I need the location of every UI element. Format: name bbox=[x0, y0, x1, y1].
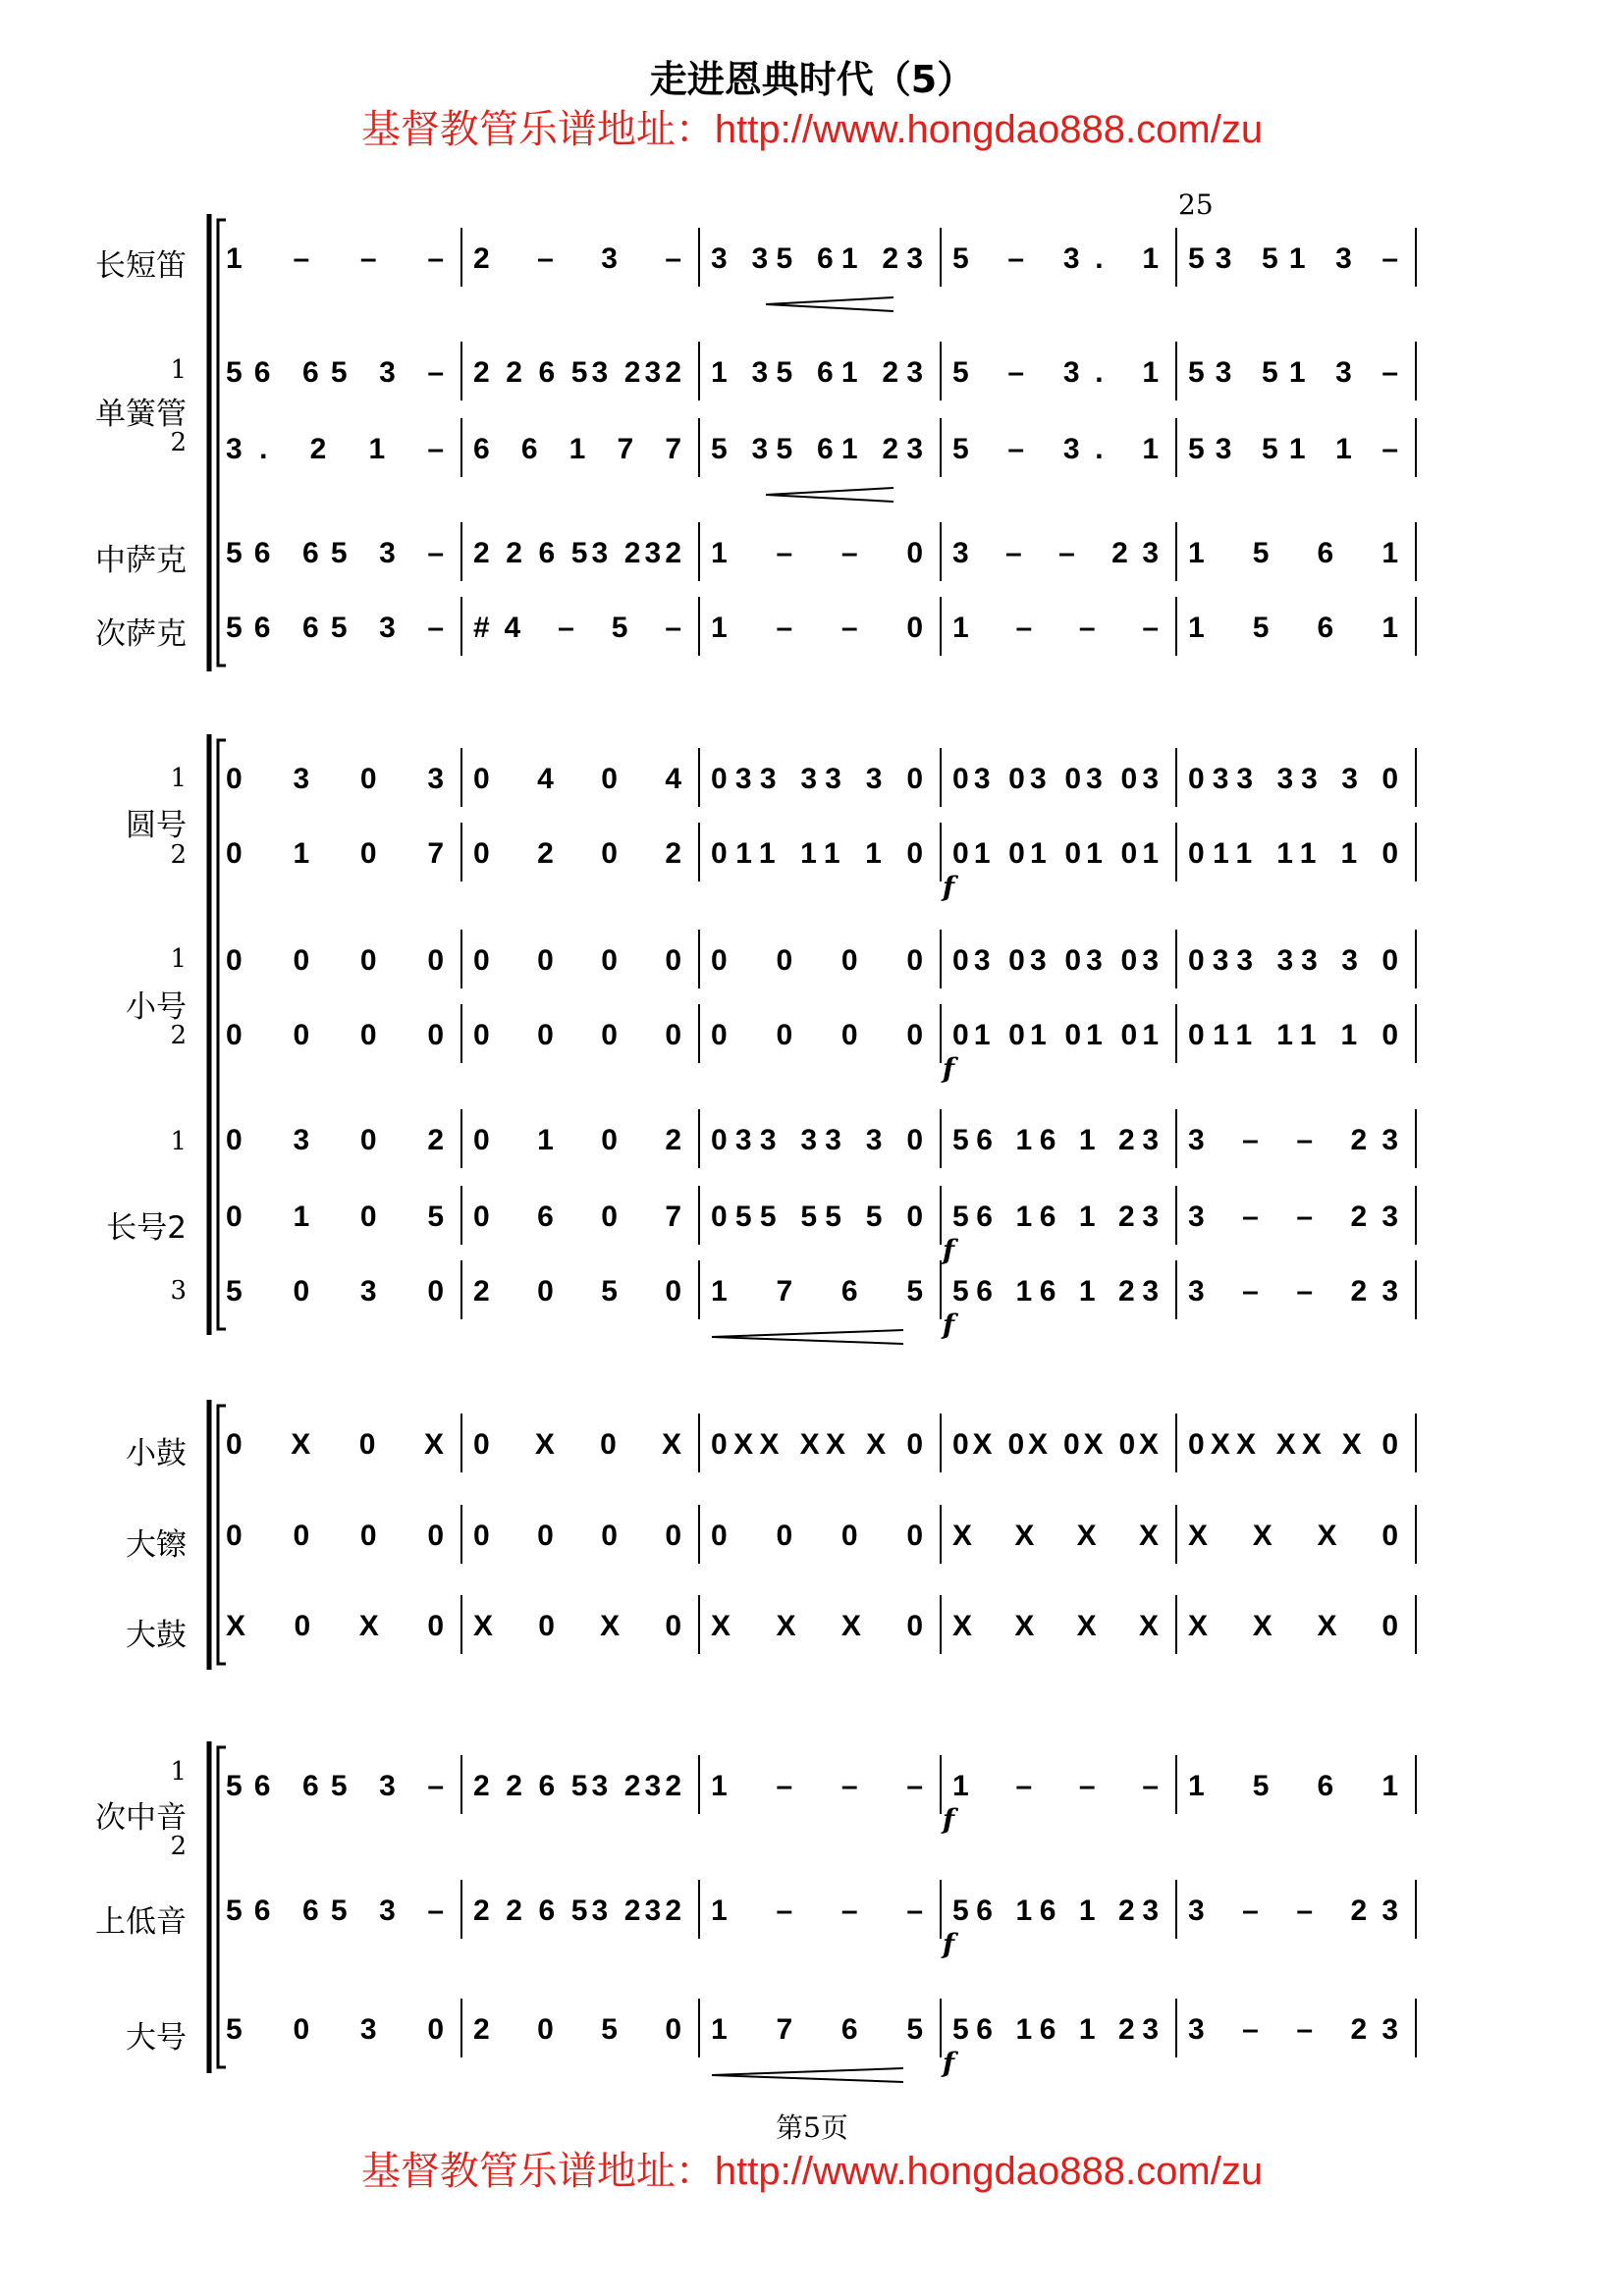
measure-notes: 1 – – – bbox=[711, 1895, 923, 1927]
measure-notes: 0 0 0 0 bbox=[473, 1520, 681, 1552]
measure-notes: 0 0 0 0 bbox=[473, 1019, 681, 1051]
measure-notes: 03 03 03 03 bbox=[952, 763, 1159, 795]
measure-notes: 53 51 3 – bbox=[1188, 356, 1398, 389]
dynamic-forte: f bbox=[943, 1052, 955, 1085]
measure-notes: 1 – – – bbox=[952, 612, 1159, 644]
measure-notes: 033 33 3 0 bbox=[711, 1124, 923, 1156]
page-number: 第5页 bbox=[776, 2111, 848, 2144]
measure-notes: 0 6 0 7 bbox=[473, 1201, 681, 1233]
measure-notes: 0 1 0 2 bbox=[473, 1124, 681, 1156]
part-number-trombone-1: 1 bbox=[170, 1127, 187, 1156]
measure-notes: X 0 X 0 bbox=[226, 1610, 444, 1642]
measure-notes: 0 2 0 2 bbox=[473, 837, 681, 870]
instrument-label-tenor-sax: 次萨克 bbox=[95, 616, 187, 652]
measure-notes: 5 – 3. 1 bbox=[952, 433, 1159, 465]
measure-notes: 2 2 6 53 232 bbox=[473, 356, 681, 389]
part-number-trumpet-2: 2 bbox=[170, 1021, 187, 1050]
measure-notes: 0 X 0 X bbox=[226, 1428, 444, 1461]
instrument-label-cymbal: 大镲 bbox=[126, 1527, 187, 1563]
measure-notes: 1 5 6 1 bbox=[1188, 537, 1398, 569]
measure-notes: 1 – – – bbox=[226, 242, 444, 275]
measure-notes: 0XX XX X 0 bbox=[1188, 1428, 1398, 1461]
measure-notes: 0 0 0 0 bbox=[226, 1019, 444, 1051]
instrument-label-trombone: 长号2 bbox=[106, 1210, 187, 1246]
measure-notes: 3. 2 1 – bbox=[226, 433, 444, 465]
measure-notes: 56 65 3 – bbox=[226, 356, 444, 389]
measure-notes: 2 2 6 53 232 bbox=[473, 1895, 681, 1927]
measure-notes: 1 – – 0 bbox=[711, 612, 923, 644]
measure-notes: 055 55 5 0 bbox=[711, 1201, 923, 1233]
crescendo-hairpin bbox=[712, 2068, 903, 2082]
measure-notes: 01 01 01 01 bbox=[952, 837, 1159, 870]
measure-notes: X X X X bbox=[952, 1610, 1159, 1642]
measure-notes: 2 0 5 0 bbox=[473, 2013, 681, 2046]
dynamic-forte: f bbox=[943, 871, 955, 903]
measure-notes: 01 01 01 01 bbox=[952, 1019, 1159, 1051]
part-number-horn-2: 2 bbox=[170, 840, 187, 870]
measure-notes: 56 65 3 – bbox=[226, 537, 444, 569]
measure-notes: 0 1 0 5 bbox=[226, 1201, 444, 1233]
measure-notes: 6 6 1 7 7 bbox=[473, 433, 681, 465]
measure-notes: 033 33 3 0 bbox=[1188, 763, 1398, 795]
crescendo-hairpin bbox=[766, 488, 893, 502]
system-bracket bbox=[218, 740, 226, 1329]
instrument-label-horn: 圆号 bbox=[126, 808, 187, 843]
measure-notes: 56 16 1 23 bbox=[952, 2013, 1159, 2046]
dynamic-forte: f bbox=[943, 1803, 955, 1836]
measure-notes: 03 03 03 03 bbox=[952, 944, 1159, 977]
part-number-horn-1: 1 bbox=[170, 764, 187, 793]
measure-notes: 2 2 6 53 232 bbox=[473, 537, 681, 569]
measure-notes: 0 1 0 7 bbox=[226, 837, 444, 870]
measure-notes: 0X 0X 0X 0X bbox=[952, 1428, 1159, 1461]
measure-notes: 1 5 6 1 bbox=[1188, 612, 1398, 644]
measure-notes: 0 0 0 0 bbox=[711, 1019, 923, 1051]
measure-notes: 1 – – 0 bbox=[711, 537, 923, 569]
instrument-label-bass-drum: 大鼓 bbox=[126, 1618, 187, 1653]
measure-notes: 56 16 1 23 bbox=[952, 1275, 1159, 1308]
measure-notes: 1 5 6 1 bbox=[1188, 1770, 1398, 1802]
measure-notes: 3 – – 23 bbox=[952, 537, 1159, 569]
measure-notes: 56 16 1 23 bbox=[952, 1201, 1159, 1233]
measure-notes: #4 – 5 – bbox=[473, 612, 681, 644]
measure-notes: 0 4 0 4 bbox=[473, 763, 681, 795]
system-bracket bbox=[218, 220, 226, 666]
measure-notes: 3 35 61 23 bbox=[711, 242, 923, 275]
measure-notes: 0 3 0 2 bbox=[226, 1124, 444, 1156]
watermark-url-top: 基督教管乐谱地址：http://www.hongdao888.com/zu bbox=[360, 108, 1264, 151]
part-number-trumpet-1: 1 bbox=[170, 944, 187, 974]
dynamic-forte: f bbox=[943, 1928, 955, 1960]
measure-notes: 0 X 0 X bbox=[473, 1428, 681, 1461]
measure-notes: 5 – 3. 1 bbox=[952, 242, 1159, 275]
measure-notes: 0 0 0 0 bbox=[226, 1520, 444, 1552]
instrument-label-baritone: 次中音 bbox=[95, 1800, 187, 1836]
instrument-label-trumpet: 小号 bbox=[126, 989, 187, 1025]
measure-notes: X 0 X 0 bbox=[473, 1610, 681, 1642]
measure-notes: 033 33 3 0 bbox=[711, 763, 923, 795]
measure-notes: 56 16 1 23 bbox=[952, 1124, 1159, 1156]
dynamic-forte: f bbox=[943, 2047, 955, 2079]
measure-notes: X X X 0 bbox=[1188, 1610, 1398, 1642]
watermark-url-bottom: 基督教管乐谱地址：http://www.hongdao888.com/zu bbox=[360, 2150, 1264, 2193]
measure-notes: 56 65 3 – bbox=[226, 1895, 444, 1927]
page-title: 走进恩典时代（5） bbox=[649, 58, 975, 101]
crescendo-hairpin bbox=[766, 297, 893, 311]
measure-notes: 0 0 0 0 bbox=[226, 944, 444, 977]
measure-notes: 1 7 6 5 bbox=[711, 2013, 923, 2046]
instrument-label-tuba: 大号 bbox=[126, 2020, 187, 2056]
instrument-label-piccolo: 长短笛 bbox=[95, 248, 187, 284]
part-number-clarinet-2: 2 bbox=[170, 428, 187, 457]
measure-notes: X X X 0 bbox=[1188, 1520, 1398, 1552]
measure-notes: 0 0 0 0 bbox=[473, 944, 681, 977]
measure-notes: 53 51 3 – bbox=[1188, 242, 1398, 275]
instrument-label-alto-sax: 中萨克 bbox=[95, 543, 187, 578]
measure-notes: 1 – – – bbox=[711, 1770, 923, 1802]
measure-notes: X X X X bbox=[952, 1520, 1159, 1552]
measure-notes: 56 16 1 23 bbox=[952, 1895, 1159, 1927]
measure-notes: 1 – – – bbox=[952, 1770, 1159, 1802]
measure-notes: 3 – – 23 bbox=[1188, 1895, 1398, 1927]
measure-notes: 5 0 3 0 bbox=[226, 2013, 444, 2046]
crescendo-hairpin bbox=[712, 1330, 903, 1344]
measure-notes: 0 3 0 3 bbox=[226, 763, 444, 795]
measure-notes: 1 35 61 23 bbox=[711, 356, 923, 389]
measure-notes: 5 0 3 0 bbox=[226, 1275, 444, 1308]
measure-notes: 0 0 0 0 bbox=[711, 1520, 923, 1552]
measure-notes: 3 – – 23 bbox=[1188, 2013, 1398, 2046]
instrument-label-clarinet: 单簧管 bbox=[95, 397, 187, 432]
measure-notes: 0 0 0 0 bbox=[711, 944, 923, 977]
measure-notes: 033 33 3 0 bbox=[1188, 944, 1398, 977]
measure-notes: 011 11 1 0 bbox=[711, 837, 923, 870]
measure-notes: 3 – – 23 bbox=[1188, 1201, 1398, 1233]
measure-notes: 53 51 1 – bbox=[1188, 433, 1398, 465]
part-number-trombone-3: 3 bbox=[170, 1276, 187, 1306]
part-number-clarinet-1: 1 bbox=[170, 355, 187, 385]
measure-notes: 0XX XX X 0 bbox=[711, 1428, 923, 1461]
dynamic-forte: f bbox=[943, 1308, 955, 1341]
measure-notes: 5 – 3. 1 bbox=[952, 356, 1159, 389]
measure-notes: X X X 0 bbox=[711, 1610, 923, 1642]
measure-notes: 1 7 6 5 bbox=[711, 1275, 923, 1308]
system-bracket bbox=[218, 1747, 226, 2067]
measure-notes: 2 – 3 – bbox=[473, 242, 681, 275]
dynamic-forte: f bbox=[943, 1234, 955, 1266]
measure-notes: 011 11 1 0 bbox=[1188, 1019, 1398, 1051]
measure-notes: 56 65 3 – bbox=[226, 612, 444, 644]
part-number-baritone-1: 1 bbox=[170, 1757, 187, 1787]
system-bracket bbox=[218, 1406, 226, 1664]
instrument-label-euphonium: 上低音 bbox=[95, 1904, 187, 1940]
measure-notes: 011 11 1 0 bbox=[1188, 837, 1398, 870]
measure-notes: 3 – – 23 bbox=[1188, 1124, 1398, 1156]
part-number-baritone-2: 2 bbox=[170, 1832, 187, 1861]
measure-number: 25 bbox=[1178, 188, 1214, 221]
measure-notes: 2 0 5 0 bbox=[473, 1275, 681, 1308]
measure-notes: 3 – – 23 bbox=[1188, 1275, 1398, 1308]
instrument-label-snare: 小鼓 bbox=[126, 1436, 187, 1471]
measure-notes: 56 65 3 – bbox=[226, 1770, 444, 1802]
measure-notes: 5 35 61 23 bbox=[711, 433, 923, 465]
measure-notes: 2 2 6 53 232 bbox=[473, 1770, 681, 1802]
